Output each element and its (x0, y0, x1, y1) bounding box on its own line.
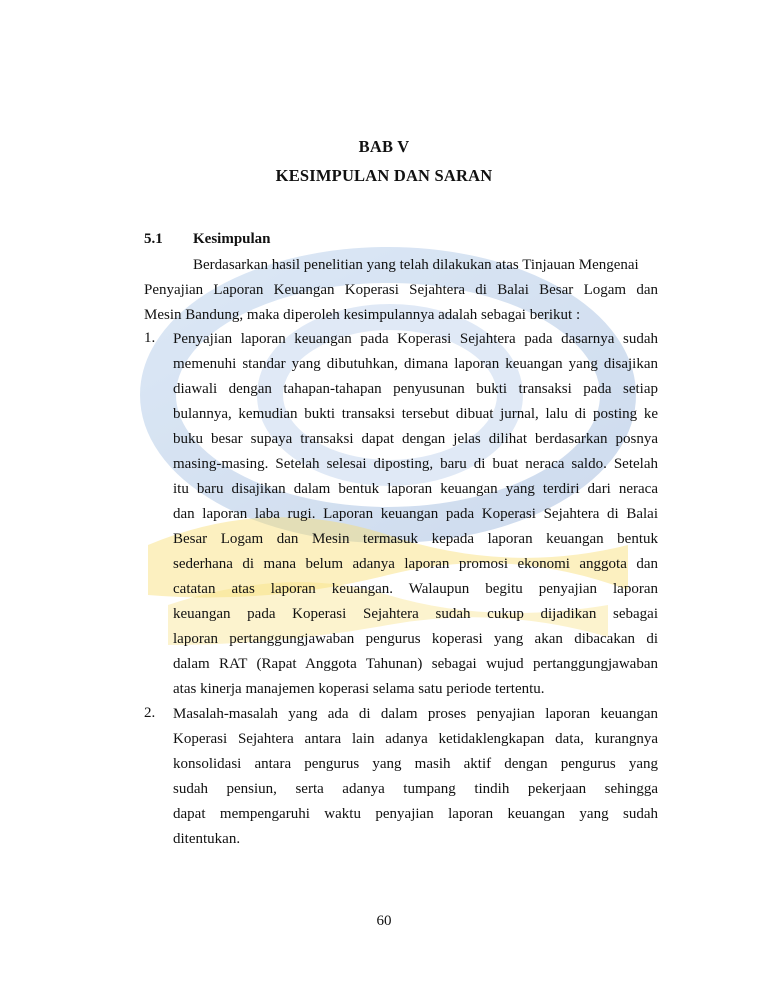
intro-line: Berdasarkan hasil penelitian yang telah dilakukan atas Tinjauan Mengenai (193, 257, 639, 273)
chapter-title: KESIMPULAN DAN SARAN (275, 166, 493, 185)
list-item-line: itu baru disajikan dalam bentuk laporan keuangan yang terdiri dari neraca (173, 481, 658, 497)
list-item-line: dapat mempengaruhi waktu penyajian laporan keuangan yang sudah (173, 806, 658, 822)
list-item-line: dan laporan laba rugi. Laporan keuangan pada Koperasi Sejahtera di Balai (173, 506, 658, 522)
intro-line: Mesin Bandung, maka diperoleh kesimpulannya adalah sebagai berikut : (144, 307, 581, 323)
list-item-number: 2. (144, 705, 156, 721)
list-item-number: 1. (144, 330, 156, 346)
list-item-line: catatan atas laporan keuangan. Walaupun begitu penyajian laporan (173, 581, 658, 597)
list-item-line: masing-masing. Setelah selesai diposting, baru di buat neraca saldo. Setelah (173, 456, 658, 472)
list-item-line: dalam RAT (Rapat Anggota Tahunan) sebagai wujud pertanggungjawaban (173, 656, 658, 672)
chapter-label: BAB V (358, 137, 410, 156)
list-item-line: memenuhi standar yang dibutuhkan, dimana laporan keuangan yang disajikan (173, 356, 658, 372)
section-number: 5.1 (144, 231, 163, 247)
section-title: Kesimpulan (193, 231, 271, 247)
list-item-line: Besar Logam dan Mesin termasuk kepada laporan keuangan bentuk (173, 531, 658, 547)
list-item-line: diawali dengan tahapan-tahapan penyusunan bukti transaksi pada setiap (173, 381, 658, 397)
list-item-line: laporan pertanggungjawaban pengurus koperasi yang akan dibacakan di (173, 631, 658, 647)
list-item-line: buku besar supaya transaksi dapat dengan jelas dilihat berdasarkan posnya (173, 431, 658, 447)
list-item-line: ditentukan. (173, 831, 241, 847)
list-item-line: sederhana di mana belum adanya laporan promosi ekonomi anggota dan (173, 556, 658, 572)
list-item-line: atas kinerja manajemen koperasi selama satu periode tertentu. (173, 681, 545, 697)
list-item-line: Masalah-masalah yang ada di dalam proses penyajian laporan keuangan (173, 706, 658, 722)
list-item-line: konsolidasi antara pengurus yang masih aktif dengan pengurus yang (173, 756, 658, 772)
intro-line: Penyajian Laporan Keuangan Koperasi Sejahtera di Balai Besar Logam dan (144, 282, 658, 298)
page-number: 60 (376, 913, 392, 929)
list-item-line: Penyajian laporan keuangan pada Koperasi Sejahtera pada dasarnya sudah (173, 331, 658, 347)
list-item-line: Koperasi Sejahtera antara lain adanya ketidaklengkapan data, kurangnya (173, 731, 658, 747)
list-item-line: sudah pensiun, serta adanya tumpang tindih pekerjaan sehingga (173, 781, 658, 797)
list-item-line: bulannya, kemudian bukti transaksi tersebut dibuat jurnal, lalu di posting ke (173, 406, 658, 422)
list-item-line: keuangan pada Koperasi Sejahtera sudah cukup dijadikan sebagai (173, 606, 658, 622)
